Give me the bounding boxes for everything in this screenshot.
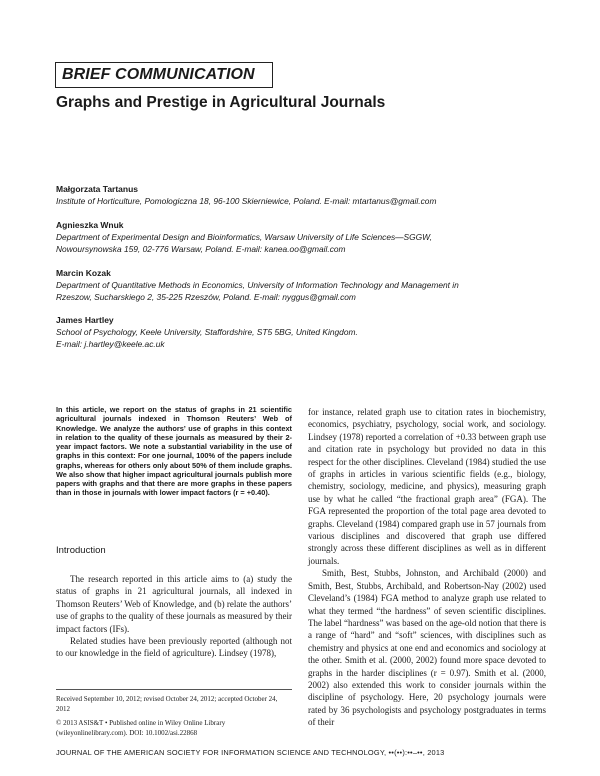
author-block xyxy=(56,183,556,207)
author-block xyxy=(56,219,556,255)
body-paragraph: Related studies have been previously reported (although not to our knowledge in the field of agriculture). Lindsey (1978), xyxy=(56,636,292,659)
introduction-body xyxy=(56,573,292,660)
section-label: BRIEF COMMUNICATION xyxy=(62,66,255,83)
author-name: Marcin Kozak xyxy=(56,268,111,278)
right-column-body xyxy=(308,406,546,729)
author-affiliation: Rzeszow, Sucharskiego 2, 35-225 Rzeszów, Poland. E-mail: nyggus@gmail.com xyxy=(56,292,356,302)
author-affiliation: Nowoursynowska 159, 02-776 Warsaw, Poland. E-mail: kanea.oo@gmail.com xyxy=(56,244,346,254)
body-paragraph: The research reported in this article aims to (a) study the status of graphs in 21 agricultural journals, all indexed in Thomson Reuters’ Web of Knowledge, and (b) relate the authors’ use of graphs to the quality of these journals as measured by their impact factors (IFs). xyxy=(56,574,292,634)
author-affiliation: Institute of Horticulture, Pomologiczna 18, 96-100 Skierniewice, Poland. E-mail: mtartanus@gmail.com xyxy=(56,196,437,206)
introduction-heading: Introduction xyxy=(56,545,106,556)
journal-footer: JOURNAL OF THE AMERICAN SOCIETY FOR INFORMATION SCIENCE AND TECHNOLOGY, ••(••):••–••, 2013 xyxy=(56,748,445,757)
abstract: In this article, we report on the status of graphs in 21 scientific agricultural journals indexed in Thomson Reuters’ Web of Knowledge. We analyze the authors’ use of graphs in this context in relation to the quality of these journals as measured by their 2-year impact factors. We note a substantial variability in the use of graphs in this context: For one journal, 100% of the papers include graphs, whereas for others only about 50% of them include graphs. We also show that higher impact agricultural journals publish more papers with graphs and that there are more graphs in these papers than in those in journals with lower impact factors (r = +0.40). xyxy=(56,405,292,498)
article-title: Graphs and Prestige in Agricultural Journals xyxy=(56,94,386,111)
body-paragraph: Smith, Best, Stubbs, Johnston, and Archibald (2000) and Smith, Best, Stubbs, Archibald, and Robertson-Nay (2002) used Cleveland’s (1984) FGA method to analyze graph use related to what they termed “the hardness” of seven scientific disciplines. The label “hardness” was based on the age-old notion that there is a range of “hard” and “soft” sciences, with disciplines such as chemistry and physics at one end and economics and sociology at the other. Smith et al. (2000, 2002) found more space devoted to graphs in the harder disciplines (r = 0.97). Smith et al. (2000, 2002) also extended this work to consider journals within the discipline of psychology. Here, 20 psychology journals were rated by 36 psychologists and psychology postgraduates in terms of their xyxy=(308,568,546,728)
author-affiliation: Department of Experimental Design and Bioinformatics, Warsaw University of Life Sciences—SGGW, xyxy=(56,232,433,242)
author-block xyxy=(56,267,556,303)
author-name: Małgorzata Tartanus xyxy=(56,184,139,194)
author-affiliation: School of Psychology, Keele University, Staffordshire, ST5 5BG, United Kingdom. xyxy=(56,327,358,337)
body-paragraph: for instance, related graph use to citation rates in biochemistry, economics, psychiatry, psychology, social work, and sociology. Lindsey (1978) reported a correlation of +0.33 between graph use and citation rate in psychology but provided no data in this respect for the other disciplines. Cleveland (1984) studied the use of graphs in articles in various scientific fields (e.g., biology, chemistry, sociology, medicine, and physics), measuring graph use by what he called “the fractional graph area” (FGA). The FGA represented the proportion of the total page area devoted to graphs. Cleveland (1984) compared graph use in 57 journals from various disciplines and discovered that graph use differed strongly across these different disciplines as well as in different journals. xyxy=(308,407,546,566)
section-label-box xyxy=(55,62,273,88)
author-name: James Hartley xyxy=(56,315,114,325)
copyright-note: © 2013 ASIS&T • Published online in Wiley Online Library (wileyonlinelibrary.com). DOI: 10.1002/asi.22868 xyxy=(56,719,226,737)
author-affiliation: E-mail: j.hartley@keele.ac.uk xyxy=(56,339,165,349)
received-dates-note: Received September 10, 2012; revised October 24, 2012; accepted October 24, 2012 xyxy=(56,695,278,713)
author-affiliation: Department of Quantitative Methods in Economics, University of Information Technology and Management in xyxy=(56,280,459,290)
author-block xyxy=(56,314,556,350)
author-name: Agnieszka Wnuk xyxy=(56,220,124,230)
footnotes xyxy=(56,694,292,742)
footnote-divider xyxy=(56,689,292,690)
